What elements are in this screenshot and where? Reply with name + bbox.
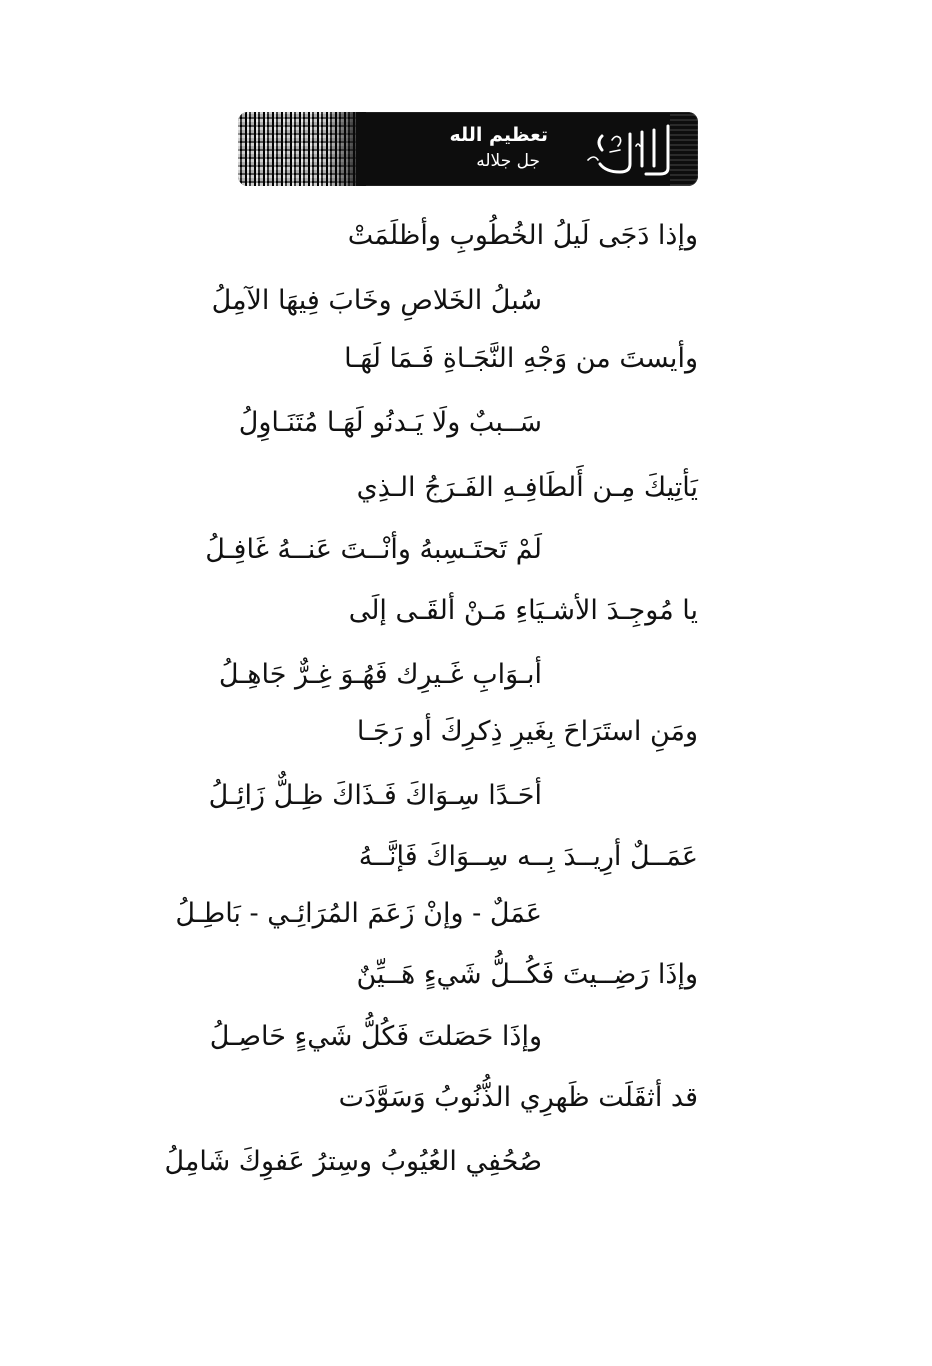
verse-line: سُبلُ الخَلاصِ وخَابَ فِيهَا الآمِلُ (211, 285, 542, 316)
verse-line: قد أثقَلَت ظَهرِي الذُّنُوبُ وَسَوَّدَت (338, 1082, 698, 1113)
verse-line: وإذَا حَصَلتَ فَكُلُّ شَيءٍ حَاصِـلُ (209, 1021, 542, 1052)
header-title: تعظيم الله (449, 124, 548, 146)
verse-line: صُحُفِي العُيُوبُ وسِترُ عَفوِكَ شَامِلُ (164, 1146, 542, 1177)
verse-line: وأيستَ من وَجْهِ النَّجَـاةِ فَـمَا لَهَـا (344, 343, 698, 374)
verse-line: وإذَا رَضِــيتَ فَكُــلُّ شَيءٍ هَــيِّنٌ (356, 959, 698, 990)
verse-line: أحَـدًا سِـوَاكَ فَـذَاكَ ظِـلٌّ زَائِـلُ (208, 780, 542, 811)
verse-line: عَمَــلٌ أرِيــدَ بِــه سِــوَاكَ فَإنَّــهُ (358, 841, 698, 872)
verse-line: يا مُوجِـدَ الأشـيَاءِ مَـنْ ألقَـى إلَى (348, 595, 698, 626)
verse-line: يَأتِيكَ مِـن أَلطَافِـهِ الفَـرَجُ الـذِي (356, 472, 698, 503)
verse-line: ومَنِ استَرَاحَ بِغَيرِ ذِكرِكَ أو رَجَـا (356, 716, 698, 747)
verse-line: وإذا دَجَى لَيلُ الخُطُوبِ وأظلَمَتْ (347, 220, 698, 251)
verse-line: سَــببٌ ولَا يَـدنُو لَهَـا مُتَنَـاوِلُ (238, 407, 542, 438)
verse-line: أبـوَابِ غَـيرِك فَهُـوَ غِـرٌّ جَاهِـلُ (218, 659, 542, 690)
verse-line: عَمَلٌ - وإنْ زَعَمَ المُرَائِـي - بَاطِـلُ (175, 898, 542, 929)
verse-line: لَمْ تَحتَـسِبهُ وأنْــتَ عَنــهُ غَافِـلُ (205, 534, 542, 565)
header-subtitle: جل جلاله (476, 151, 540, 171)
